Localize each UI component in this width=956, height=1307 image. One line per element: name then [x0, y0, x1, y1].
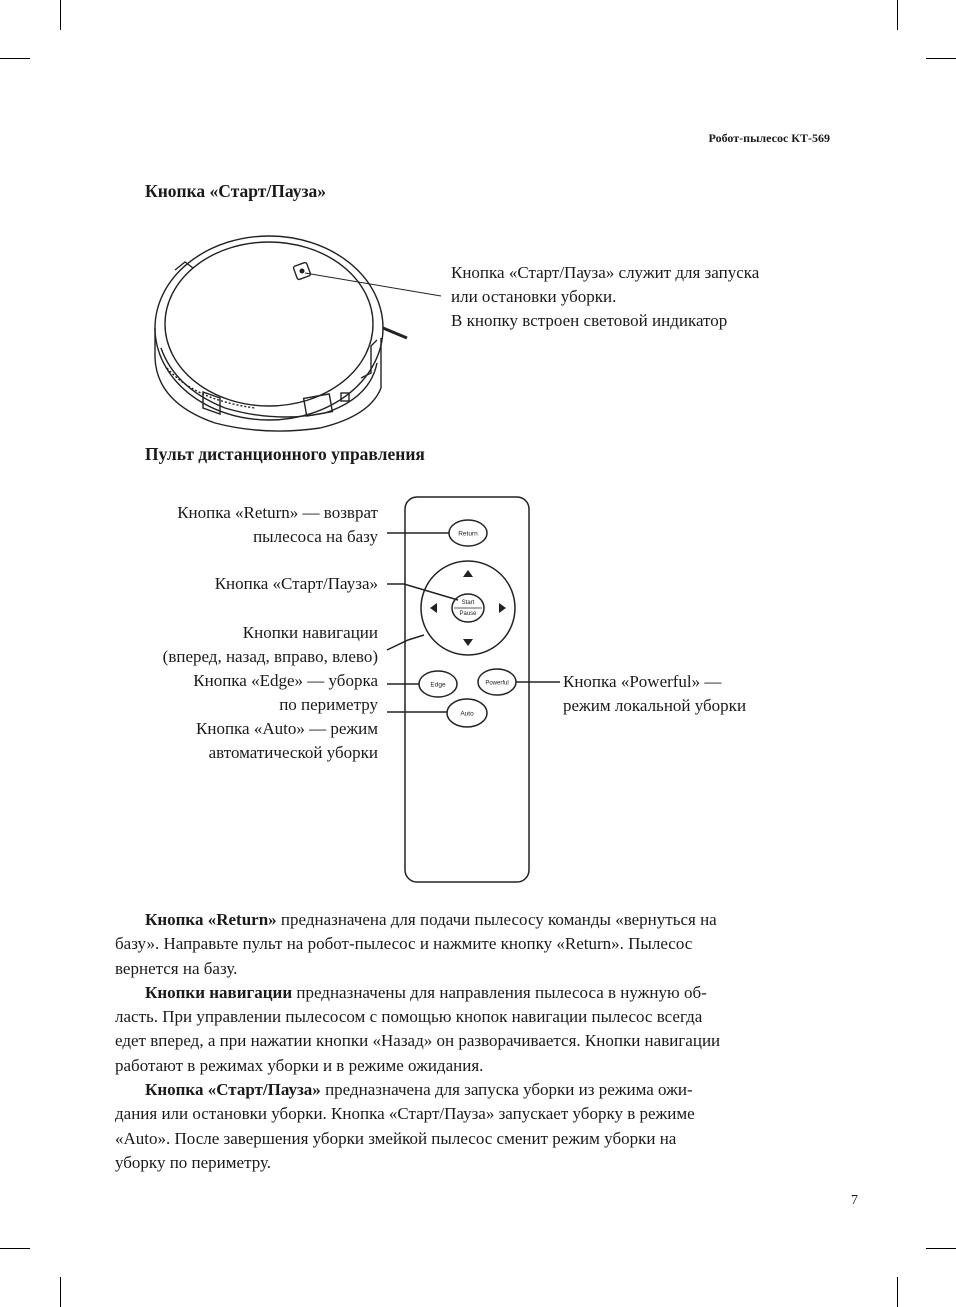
label-line: (вперед, назад, вправо, влево)	[162, 647, 378, 666]
return-button-label: Return	[458, 530, 478, 538]
crop-mark	[60, 0, 61, 30]
crop-mark	[897, 1277, 898, 1307]
body-line: ласть. При управлении пылесосом с помощью кнопок навигации пылесос всегда	[115, 1007, 703, 1027]
label-line: режим локальной уборки	[563, 696, 747, 715]
edge-button-label: Edge	[430, 681, 446, 689]
body-line: базу». Направьте пульт на робот-пылесос и нажмите кнопку «Return». Пылесос	[115, 934, 693, 954]
description-line: или остановки уборки.	[451, 287, 617, 306]
label-line: Кнопки навигации	[242, 623, 378, 642]
crop-mark	[897, 0, 898, 30]
body-line: Кнопка «Return» предназначена для подачи пылесосу команды «вернуться на	[145, 910, 717, 929]
term-navigation: Кнопки навигации	[145, 982, 293, 1002]
label-line: Кнопка «Auto» — режим	[196, 719, 378, 738]
crop-mark	[926, 58, 956, 59]
section-heading-remote: Пульт дистанционного управления	[145, 444, 425, 464]
body-line: работают в режимах уборки и в режиме ожидания.	[115, 1055, 484, 1075]
label-line: Кнопка «Edge» — уборка	[193, 671, 378, 690]
start-pause-description	[451, 261, 759, 333]
body-line: Кнопки навигации предназначены для направления пылесоса в нужную об-	[145, 982, 707, 1002]
description-line: Кнопка «Старт/Пауза» служит для запуска	[451, 263, 760, 282]
term-return: Кнопка «Return»	[145, 910, 277, 929]
nav-up-icon	[463, 570, 473, 577]
label-line: по периметру	[279, 695, 378, 714]
description-line: В кнопку встроен световой индикатор	[451, 311, 728, 330]
crop-mark	[0, 1248, 30, 1249]
body-line: «Auto». После завершения уборки змейкой пылесос сменит режим уборки на	[115, 1128, 677, 1148]
crop-mark	[0, 58, 30, 59]
start-button-label: Start	[461, 600, 475, 606]
label-navigation	[163, 621, 378, 765]
term-start-pause: Кнопка «Старт/Пауза»	[145, 1080, 321, 1100]
auto-button-label: Auto	[460, 710, 474, 718]
label-line: автоматической уборки	[208, 743, 378, 762]
pause-button-label: Pause	[459, 611, 477, 617]
robot-vacuum-illustration	[145, 228, 445, 438]
label-powerful	[563, 670, 746, 718]
body-line: дания или остановки уборки. Кнопка «Старт/Пауза» запускает уборку в режиме	[115, 1104, 695, 1124]
label-line: пылесоса на базу	[253, 527, 378, 546]
nav-right-icon	[499, 603, 506, 613]
running-title: Робот-пылесос КТ-569	[708, 131, 830, 145]
body-line: едет вперед, а при нажатии кнопки «Назад» он разворачивается. Кнопки навигации	[115, 1031, 721, 1051]
body-line: вернется на базу.	[115, 958, 238, 978]
remote-control-illustration	[380, 490, 560, 890]
label-line: Кнопка «Return» — возврат	[177, 503, 378, 522]
powerful-button-label: Powerful	[485, 680, 509, 687]
page-number: 7	[851, 1193, 858, 1208]
crop-mark	[60, 1277, 61, 1307]
crop-mark	[926, 1248, 956, 1249]
body-line: уборку по периметру.	[115, 1152, 272, 1172]
nav-down-icon	[463, 639, 473, 646]
label-return	[177, 501, 378, 549]
label-line: Кнопка «Powerful» —	[563, 672, 722, 691]
body-text	[115, 908, 831, 1175]
nav-left-icon	[430, 603, 437, 613]
body-line: Кнопка «Старт/Пауза» предназначена для запуска уборки из режима ожи-	[145, 1080, 693, 1100]
section-heading-start-pause: Кнопка «Старт/Пауза»	[145, 181, 326, 201]
label-start-pause: Кнопка «Старт/Пауза»	[214, 574, 378, 593]
